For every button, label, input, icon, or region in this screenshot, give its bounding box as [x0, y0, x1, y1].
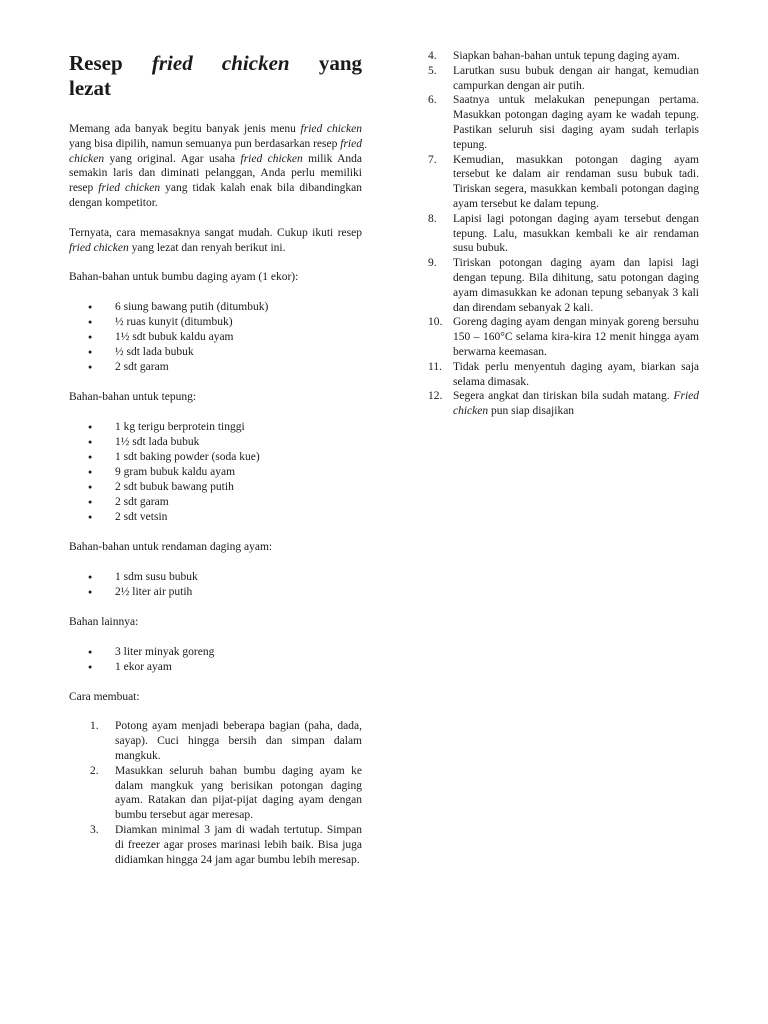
lainnya-list — [69, 645, 362, 675]
bumbu-list — [69, 300, 362, 375]
step-item: 5. Larutkan susu bubuk dengan air hangat, kemudian campurkan dengan air putih. — [428, 64, 699, 92]
step-item: 9. Tiriskan potongan daging ayam dan lapisi lagi dengan tepung. Bila dihitung, satu potongan daging ayam dimasukkan ke adonan tepung sebanyak 3 kali dan direndam sebanyak 2 kali. — [428, 257, 699, 314]
step-item: 11. Tidak perlu menyentuh daging ayam, biarkan saja selama dimasak. — [428, 360, 699, 388]
page-title: Resep fried chicken yang lezat — [69, 51, 362, 100]
list-item: ● ½ ruas kunyit (ditumbuk) — [69, 315, 362, 330]
rendaman-list — [69, 570, 362, 600]
tepung-list — [69, 420, 362, 525]
steps-list-right — [428, 49, 699, 419]
cara-label: Cara membuat: — [69, 690, 140, 703]
steps-list-left — [69, 719, 362, 867]
list-item: ● 1 sdm susu bubuk — [69, 570, 362, 585]
list-item: ● 6 siung bawang putih (ditumbuk) — [69, 300, 362, 315]
step-item: 6. Saatnya untuk melakukan penepungan pertama. Masukkan potongan daging ayam ke wadah tepung. Pastikan seluruh sisi daging ayam sudah terlapis tepung. — [428, 94, 699, 151]
step-item: 2. Masukkan seluruh bahan bumbu daging ayam ke dalam mangkuk yang berisikan potongan daging ayam. Ratakan dan pijat-pijat daging ayam dengan bumbu tersebut agar meresap. — [90, 764, 362, 822]
list-item: ● 2 sdt bubuk bawang putih — [69, 480, 362, 495]
step-item: 8. Lapisi lagi potongan daging ayam tersebut dengan tepung. Lalu, masukkan kembali ke air rendaman susu bubuk. — [428, 212, 699, 255]
list-item: ● 1 kg terigu berprotein tinggi — [69, 420, 362, 435]
list-item: ● 1 sdt baking powder (soda kue) — [69, 450, 362, 465]
step-item: 3. Diamkan minimal 3 jam di wadah tertutup. Simpan di freezer agar proses marinasi lebih baik. Bisa juga didiamkan hingga 24 jam agar bumbu lebih meresap. — [90, 823, 362, 866]
step-item: 4. Siapkan bahan-bahan untuk tepung daging ayam. — [428, 50, 680, 62]
step-item: 10. Goreng daging ayam dengan minyak goreng bersuhu 150 – 160°C selama kira-kira 12 menit hingga ayam berwarna keemasan. — [428, 316, 699, 358]
list-item: ● ½ sdt lada bubuk — [69, 345, 362, 360]
list-item: ● 9 gram bubuk kaldu ayam — [69, 465, 362, 480]
list-item: ● 3 liter minyak goreng — [69, 645, 362, 660]
intro-paragraph-2: Ternyata, cara memasaknya sangat mudah. Cukup ikuti resep fried chicken yang lezat dan renyah berikut ini. — [69, 226, 362, 254]
step-item: 12. Segera angkat dan tiriskan bila sudah matang. Fried chicken pun siap disajikan — [428, 390, 699, 418]
list-item: ● 2½ liter air putih — [69, 585, 362, 600]
lainnya-label: Bahan lainnya: — [69, 615, 139, 628]
step-item: 1. Potong ayam menjadi beberapa bagian (paha, dada, sayap). Cuci hingga bersih dan simpan dalam mangkuk. — [90, 720, 362, 762]
left-column — [69, 51, 362, 867]
list-item: ● 2 sdt vetsin — [69, 510, 362, 525]
bumbu-label: Bahan-bahan untuk bumbu daging ayam (1 ekor): — [69, 271, 299, 284]
list-item: ● 1½ sdt lada bubuk — [69, 435, 362, 450]
right-column — [428, 49, 699, 419]
list-item: ● 1½ sdt bubuk kaldu ayam — [69, 330, 362, 345]
list-item: ● 2 sdt garam — [69, 495, 362, 510]
tepung-label: Bahan-bahan untuk tepung: — [69, 391, 197, 404]
list-item: ● 2 sdt garam — [69, 360, 362, 375]
rendaman-label: Bahan-bahan untuk rendaman daging ayam: — [69, 540, 273, 553]
list-item: ● 1 ekor ayam — [69, 660, 362, 675]
step-item: 7. Kemudian, masukkan potongan daging ayam tersebut ke dalam air rendaman susu bubuk tadi. Tiriskan segera, masukkan kembali potongan daging ayam tersebut ke dalam tepung. — [428, 153, 699, 210]
intro-paragraph: Memang ada banyak begitu banyak jenis menu fried chicken yang bisa dipilih, namun semuanya pun berdasarkan resep fried chicken yang original. Agar usaha fried chicken milik Anda semakin laris dan diminati pelanggan, Anda perlu memiliki resep fried chicken yang tidak kalah enak bila dibandingkan dengan kompetitor. — [69, 123, 362, 209]
